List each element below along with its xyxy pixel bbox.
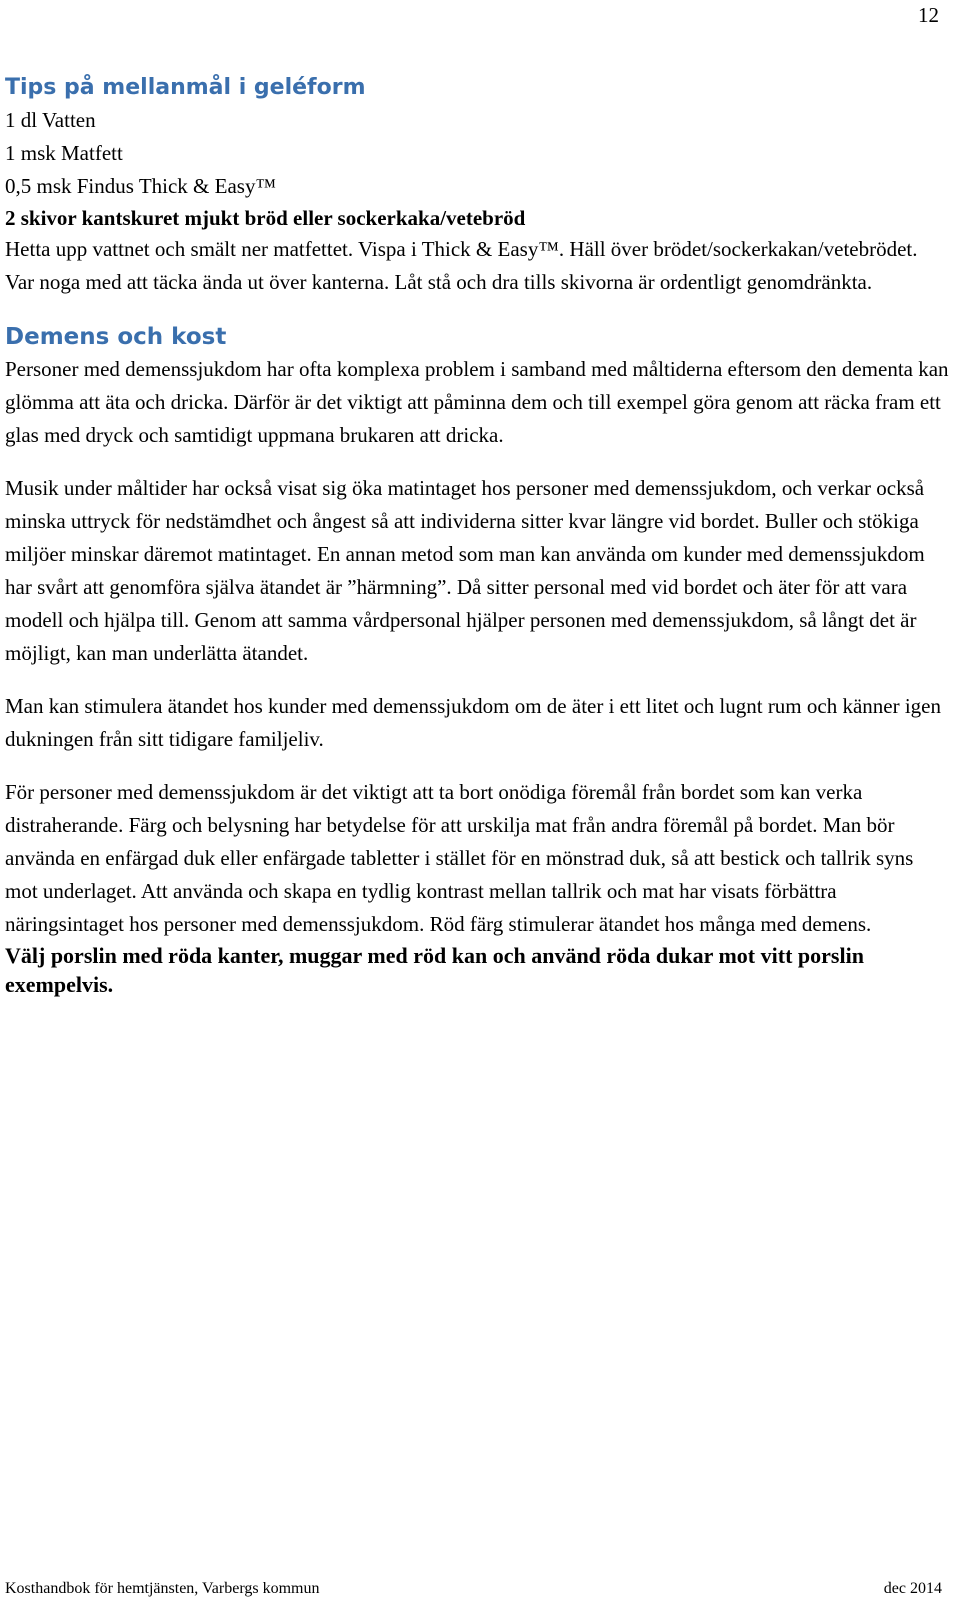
recipe-title: 2 skivor kantskuret mjukt bröd eller sockerkaka/vetebröd bbox=[5, 206, 526, 230]
ingredient-line: 0,5 msk Findus Thick & Easy™ bbox=[5, 174, 277, 198]
demens-paragraph-4: För personer med demenssjukdom är det viktigt att ta bort onödiga föremål från bordet som kan verka distraherande. Färg och belysning har betydelse för att urskilja mat från andra föremål på bordet. Man bör använda en enfärgad duk eller enfärgade tabletter i stället för en mönstrad duk, så att bestick och tallrik syns mot underlaget. Att använda och skapa en tydlig kontrast mellan tallrik och mat har visats förbättra näringsintaget hos personer med demenssjukdom. Röd färg stimulerar ätandet hos många med demens. bbox=[5, 780, 914, 936]
footer-title: Kosthandbok för hemtjänsten, Varbergs kommun bbox=[5, 1580, 320, 1597]
page-content bbox=[5, 72, 950, 999]
demens-paragraph-2: Musik under måltider har också visat sig öka matintaget hos personer med demenssjukdom, och verkar också minska uttryck för nedstämdhet och ångest så att individerna sitter kvar längre vid bordet. Buller och stökiga miljöer minskar däremot matintaget. En annan metod som man kan använda om kunder med demenssjukdom har svårt att genomföra själva ätandet är ”härmning”. Då sitter personal med vid bordet och äter för att vara modell och hjälpa till. Genom att samma vårdpersonal hjälper personen med demenssjukdom, så långt det är möjligt, kan man underlätta ätandet. bbox=[5, 476, 925, 665]
tips-heading: Tips på mellanmål i geléform bbox=[5, 75, 366, 100]
demens-paragraph-1: Personer med demenssjukdom har ofta komplexa problem i samband med måltiderna eftersom den dementa kan glömma att äta och dricka. Därför är det viktigt att påminna dem och till exempel göra genom att räcka fram ett glas med dryck och samtidigt uppmana brukaren att dricka. bbox=[5, 357, 949, 447]
recipe-instructions: Hetta upp vattnet och smält ner matfettet. Vispa i Thick & Easy™. Häll över brödet/sockerkakan/vetebrödet. Var noga med att täcka ända ut över kanterna. Låt stå och dra tills skivorna är ordentligt genomdränkta. bbox=[5, 237, 918, 294]
ingredient-line: 1 dl Vatten bbox=[5, 108, 96, 132]
bold-tip: Välj porslin med röda kanter, muggar med röd kan och använd röda dukar mot vitt porslin exempelvis. bbox=[5, 943, 864, 997]
page-number: 12 bbox=[918, 3, 939, 27]
ingredient-line: 1 msk Matfett bbox=[5, 141, 123, 165]
demens-heading: Demens och kost bbox=[5, 324, 227, 350]
demens-paragraph-3: Man kan stimulera ätandet hos kunder med demenssjukdom om de äter i ett litet och lugnt rum och känner igen dukningen från sitt tidigare familjeliv. bbox=[5, 694, 942, 751]
footer-date: dec 2014 bbox=[883, 1580, 942, 1597]
